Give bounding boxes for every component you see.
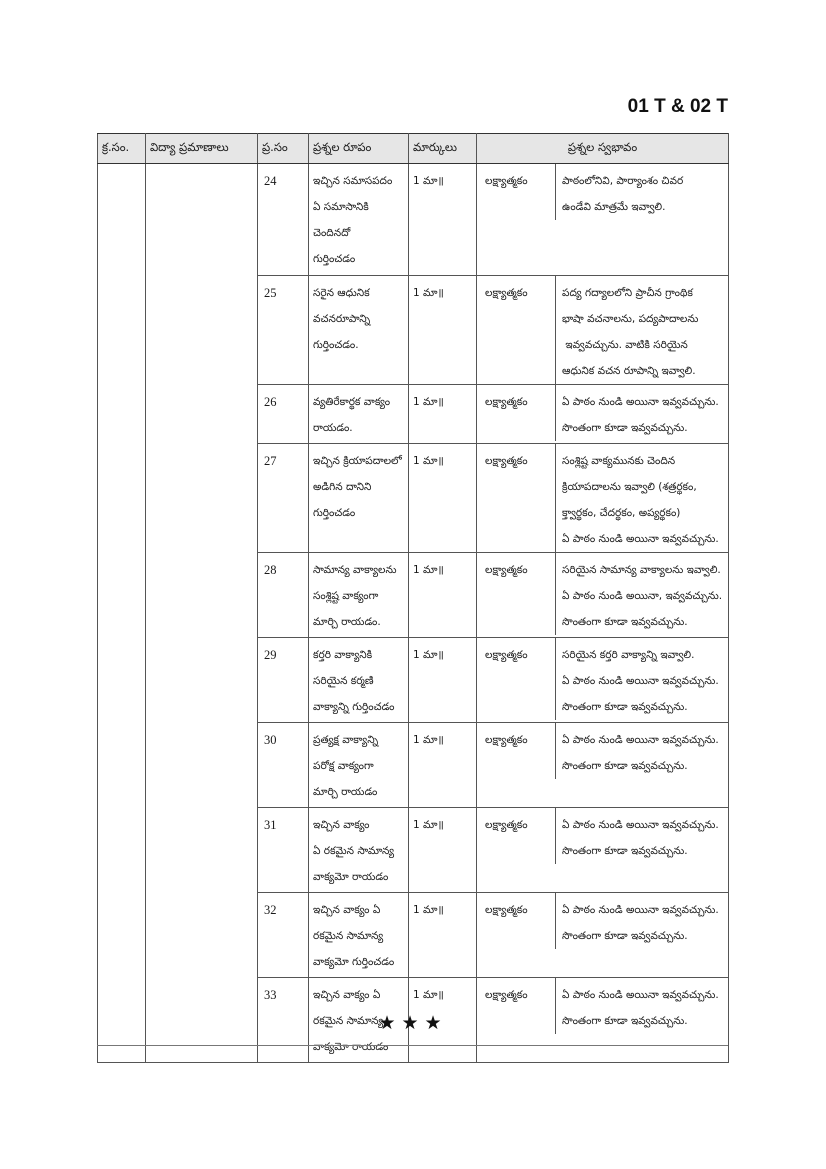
serial-cell: [98, 553, 146, 638]
end-stars: ★★★: [378, 1012, 448, 1034]
table-row: [98, 444, 729, 553]
marks-cell: 1 మా॥: [409, 723, 477, 808]
header-marks: మార్కులు: [409, 134, 477, 164]
marks-cell: 1 మా॥: [409, 978, 477, 1063]
question-form-cell-line: కర్తరి వాక్యానికి: [313, 649, 373, 661]
nature-line: సొంతంగా కూడా ఇవ్వవచ్చును.: [562, 930, 688, 942]
nature-text: [555, 893, 728, 949]
question-form-cell-line: వాక్యమో రాయడం: [313, 871, 389, 883]
objective-type: లక్ష్యాత్మకం: [485, 989, 528, 1001]
objective-type: లక్ష్యాత్మకం: [485, 904, 528, 916]
objective-type: లక్ష్యాత్మకం: [485, 175, 528, 187]
question-form-cell-line: అడిగిన దానిని: [313, 481, 372, 493]
nature-line: ఏ పాఠం నుండి అయినా ఇవ్వవచ్చును.: [562, 904, 719, 916]
nature-line: పాఠంలోనివి, పార్యాంశం చివర: [562, 175, 684, 187]
question-form-cell-line: వచనరూపాన్ని: [313, 313, 371, 325]
objective-type: లక్ష్యాత్మకం: [485, 455, 528, 467]
question-number-cell: 32: [258, 893, 309, 978]
question-form-cell-line: మార్చి రాయడం: [313, 786, 378, 798]
question-form-cell-line: రాయడం.: [313, 422, 353, 434]
table-row: [98, 553, 729, 638]
question-nature-cell: [477, 893, 729, 978]
marks-cell: 1 మా॥: [409, 385, 477, 444]
question-form-cell: [309, 385, 409, 444]
serial-cell: [98, 444, 146, 553]
marks-cell: 1 మా॥: [409, 638, 477, 723]
question-form-cell-line: చెందినదో: [313, 227, 351, 239]
standards-cell: [146, 893, 258, 978]
nature-line: ఏ పాఠం నుండి అయినా ఇవ్వవచ్చును.: [562, 396, 719, 408]
question-form-cell-line: ఇచ్చిన వాక్యం ఏ: [313, 989, 381, 1001]
question-form-cell-line: ఇచ్చిన వాక్యం: [313, 819, 370, 831]
table-row: [98, 385, 729, 444]
marks-cell: 1 మా॥: [409, 893, 477, 978]
table-row: [98, 276, 729, 385]
nature-line: ఏ పాఠం నుండి అయినా ఇవ్వవచ్చును.: [562, 989, 719, 1001]
nature-line: క్త్వార్థకం, చేదర్థకం, అప్యర్థకం): [562, 507, 681, 519]
question-number-cell: 24: [258, 164, 309, 276]
nature-line: సొంతంగా కూడా ఇవ్వవచ్చును.: [562, 616, 688, 628]
serial-cell: [98, 385, 146, 444]
marks-cell: 1 మా॥: [409, 276, 477, 385]
serial-cell: [98, 164, 146, 276]
table-row: [98, 808, 729, 893]
standards-cell: [146, 444, 258, 553]
question-number-cell: 28: [258, 553, 309, 638]
serial-cell: [98, 638, 146, 723]
question-form-cell-line: రకమైన సామాన్య: [313, 1015, 384, 1027]
question-form-cell: [309, 553, 409, 638]
nature-text: [555, 164, 728, 220]
marks-cell: 1 మా॥: [409, 808, 477, 893]
header-standards: విద్యా ప్రమాణాలు: [146, 134, 258, 164]
question-form-cell-line: ఏ సమాసానికి: [313, 201, 369, 213]
nature-line: ఏ పాఠం నుండి అయినా ఇవ్వవచ్చును.: [562, 675, 719, 687]
nature-line: సరియైన సామాన్య వాక్యాలను ఇవ్వాలి.: [562, 564, 721, 576]
question-number-cell: 29: [258, 638, 309, 723]
question-number-cell: 31: [258, 808, 309, 893]
objective-type: లక్ష్యాత్మకం: [485, 734, 528, 746]
header-serial: క్ర.సం.: [98, 134, 146, 164]
nature-text: [555, 808, 728, 864]
header-question-nature: ప్రశ్నల స్వభావం: [477, 134, 729, 164]
question-nature-cell: [477, 385, 729, 444]
footer-divider: [97, 1045, 728, 1046]
objective-type: లక్ష్యాత్మకం: [485, 649, 528, 661]
question-form-cell-line: ఇచ్చిన క్రియాపదాలలో: [313, 455, 402, 467]
nature-line: ఏ పాఠం నుండి అయినా, ఇవ్వవచ్చును.: [562, 590, 723, 602]
question-form-cell-line: గుర్తించడం.: [313, 339, 359, 351]
question-form-cell: [309, 444, 409, 553]
header-question-form: ప్రశ్నల రూపం: [309, 134, 409, 164]
marks-cell: 1 మా॥: [409, 553, 477, 638]
question-number-cell: 33: [258, 978, 309, 1063]
nature-text: [555, 723, 728, 779]
question-form-cell-line: ఇచ్చిన వాక్యం ఏ: [313, 904, 381, 916]
marks-cell: 1 మా॥: [409, 164, 477, 276]
serial-cell: [98, 723, 146, 808]
table-row: [98, 723, 729, 808]
question-form-cell-line: వాక్యమో గుర్తించడం: [313, 956, 395, 968]
objective-type: లక్ష్యాత్మకం: [485, 396, 528, 408]
serial-cell: [98, 893, 146, 978]
question-form-cell-line: రకమైన సామాన్య: [313, 930, 384, 942]
header-question-number: ప్ర.సం: [258, 134, 309, 164]
question-form-cell-line: సంశ్లిష్ట వాక్యంగా: [313, 590, 379, 602]
nature-line: సొంతంగా కూడా ఇవ్వవచ్చును.: [562, 422, 688, 434]
nature-line: సొంతంగా కూడా ఇవ్వవచ్చును.: [562, 760, 688, 772]
question-number-cell: 25: [258, 276, 309, 385]
objective-type: లక్ష్యాత్మకం: [485, 564, 528, 576]
nature-line: సొంతంగా కూడా ఇవ్వవచ్చును.: [562, 845, 688, 857]
question-pattern-table: [97, 133, 729, 1063]
question-form-cell-line: వాక్యాన్ని గుర్తించడం: [313, 701, 395, 713]
question-form-cell: [309, 638, 409, 723]
question-form-cell: [309, 723, 409, 808]
question-form-cell-line: సరైన ఆధునిక: [313, 287, 370, 299]
question-number-cell: 26: [258, 385, 309, 444]
nature-text: [555, 638, 728, 720]
nature-line: ఆధునిక వచన రూపాన్ని ఇవ్వాలి.: [562, 365, 696, 377]
nature-line: సరియైన కర్తరి వాక్యాన్ని ఇవ్వాలి.: [562, 649, 695, 661]
standards-cell: [146, 164, 258, 276]
question-form-cell-line: మార్చి రాయడం.: [313, 616, 381, 628]
objective-type: లక్ష్యాత్మకం: [485, 287, 528, 299]
standards-cell: [146, 553, 258, 638]
question-form-cell-line: సామాన్య వాక్యాలను: [313, 564, 397, 576]
question-nature-cell: [477, 638, 729, 723]
question-nature-cell: [477, 164, 729, 276]
nature-line: ఉండేవి మాత్రమే ఇవ్వాలి.: [562, 201, 666, 213]
question-form-cell: [309, 276, 409, 385]
question-form-cell-line: ప్రత్యక్ష వాక్యాన్ని: [313, 734, 379, 746]
marks-cell: 1 మా॥: [409, 444, 477, 553]
question-nature-cell: [477, 276, 729, 385]
nature-line: సొంతంగా కూడా ఇవ్వవచ్చును.: [562, 1015, 688, 1027]
nature-line: ఏ పాఠం నుండి అయినా ఇవ్వవచ్చును.: [562, 533, 719, 545]
question-nature-cell: [477, 553, 729, 638]
nature-text: [555, 276, 728, 384]
nature-text: [555, 385, 728, 441]
question-number-cell: 30: [258, 723, 309, 808]
table-header-row: [98, 134, 729, 164]
standards-cell: [146, 723, 258, 808]
question-nature-cell: [477, 444, 729, 553]
standards-cell: [146, 276, 258, 385]
question-form-cell-line: పరోక్ష వాక్యంగా: [313, 760, 374, 772]
question-number-cell: 27: [258, 444, 309, 553]
nature-line: భాషా వచనాలను, పద్యపాదాలను: [562, 313, 699, 325]
standards-cell: [146, 638, 258, 723]
question-form-cell-line: సరియైన కర్మణి: [313, 675, 374, 687]
nature-line: పద్య గద్యాలలోని ప్రాచీన గ్రాంథిక: [562, 287, 693, 299]
nature-line: ఏ పాఠం నుండి అయినా ఇవ్వవచ్చును.: [562, 734, 719, 746]
nature-text: [555, 444, 728, 552]
question-form-cell-line: ఏ రకమైన సామాన్య: [313, 845, 395, 857]
question-form-cell-line: వాక్యమో రాయడం: [313, 1041, 389, 1053]
question-form-cell: [309, 808, 409, 893]
question-form-cell-line: గుర్తించడం: [313, 253, 356, 265]
nature-line: ఇవ్వవచ్చును. వాటికి సరియైన: [562, 339, 688, 351]
objective-type: లక్ష్యాత్మకం: [485, 819, 528, 831]
nature-line: ఏ పాఠం నుండి అయినా ఇవ్వవచ్చును.: [562, 819, 719, 831]
nature-line: సొంతంగా కూడా ఇవ్వవచ్చును.: [562, 701, 688, 713]
question-nature-cell: [477, 723, 729, 808]
standards-cell: [146, 385, 258, 444]
paper-code: 01 T & 02 T: [627, 96, 728, 117]
serial-cell: [98, 808, 146, 893]
serial-cell: [98, 276, 146, 385]
table-row: [98, 164, 729, 276]
table-row: [98, 638, 729, 723]
question-form-cell-line: వ్యతిరేకార్థక వాక్యం: [313, 396, 391, 408]
nature-line: క్రియాపదాలను ఇవ్వాలి (శత్రర్థకం,: [562, 481, 697, 493]
nature-text: [555, 553, 728, 635]
table-row: [98, 893, 729, 978]
question-form-cell: [309, 893, 409, 978]
nature-line: సంశ్లిష్ట వాక్యమునకు చెందిన: [562, 455, 676, 467]
question-form-cell: [309, 164, 409, 276]
question-nature-cell: [477, 808, 729, 893]
standards-cell: [146, 808, 258, 893]
question-form-cell-line: ఇచ్చిన సమాసపదం: [313, 175, 393, 187]
question-form-cell-line: గుర్తించడం: [313, 507, 356, 519]
